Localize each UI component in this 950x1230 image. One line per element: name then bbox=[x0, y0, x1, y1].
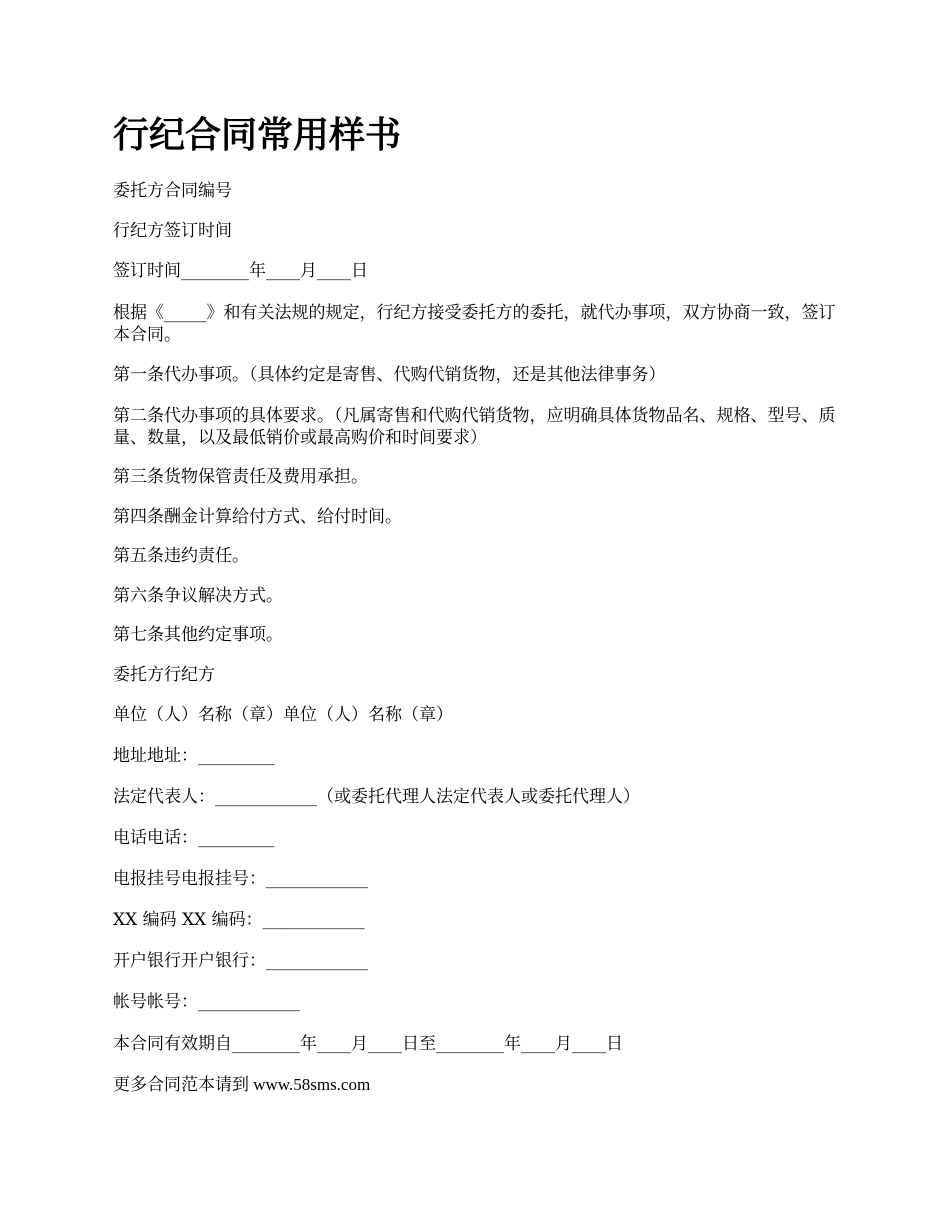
broker-signing-time-line: 行纪方签订时间 bbox=[113, 221, 232, 241]
client-contract-number-line: 委托方合同编号 bbox=[113, 181, 232, 201]
article-4: 第四条酬金计算给付方式、给付时间。 bbox=[113, 507, 402, 527]
telegram-line: 电报挂号电报挂号：____________ bbox=[113, 869, 368, 889]
parties-heading: 委托方行纪方 bbox=[113, 665, 215, 685]
party-names-line: 单位（人）名称（章）单位（人）名称（章） bbox=[113, 705, 453, 725]
signing-date-line: 签订时间________年____月____日 bbox=[113, 261, 368, 281]
account-line: 帐号帐号：____________ bbox=[113, 992, 300, 1012]
article-7: 第七条其他约定事项。 bbox=[113, 625, 283, 645]
postal-code-line: XX 编码 XX 编码：____________ bbox=[113, 910, 365, 930]
article-3: 第三条货物保管责任及费用承担。 bbox=[113, 467, 368, 487]
article-5: 第五条违约责任。 bbox=[113, 546, 249, 566]
article-6: 第六条争议解决方式。 bbox=[113, 586, 283, 606]
address-line: 地址地址：_________ bbox=[113, 746, 275, 766]
article-2: 第二条代办事项的具体要求。（凡属寄售和代购代销货物，应明确具体货物品名、规格、型号、质量、数量，以及最低销价或最高购价和时间要求） bbox=[113, 406, 836, 448]
preamble-paragraph: 根据《_____》和有关法规的规定，行纪方接受委托方的委托，就代办事项，双方协商一致，签订本合同。 bbox=[113, 303, 836, 345]
legal-representative-line: 法定代表人：____________（或委托代理人法定代表人或委托代理人） bbox=[113, 787, 640, 807]
validity-period-line: 本合同有效期自________年____月____日至________年____月____日 bbox=[113, 1034, 623, 1054]
article-1: 第一条代办事项。（具体约定是寄售、代购代销货物，还是其他法律事务） bbox=[113, 365, 666, 385]
document-title: 行纪合同常用样书 bbox=[113, 115, 402, 156]
footer-link-line: 更多合同范本请到 www.58sms.com bbox=[113, 1075, 371, 1094]
phone-line: 电话电话：_________ bbox=[113, 828, 275, 848]
bank-line: 开户银行开户银行：____________ bbox=[113, 951, 368, 971]
